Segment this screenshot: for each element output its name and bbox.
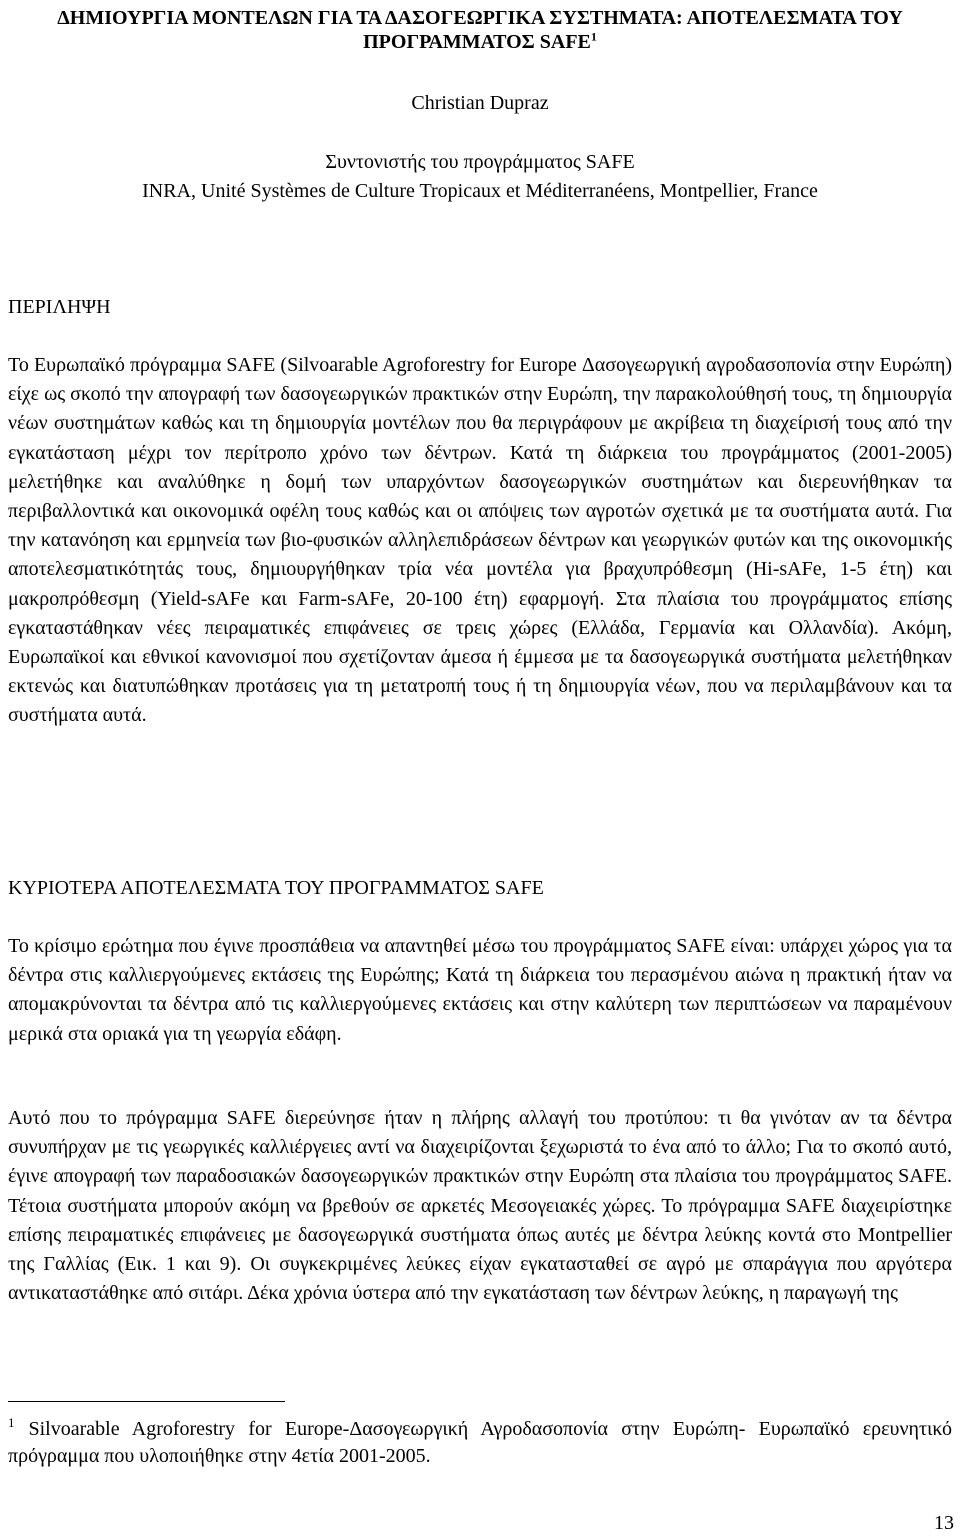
abstract-paragraph: Το Ευρωπαϊκό πρόγραμμα SAFE (Silvoarable Agroforestry for Europe Δασογεωργική αγροδασοπονία στην Ευρώπη) είχε ως σκοπό την απογραφή των δασογεωργικών πρακτικών στην Ευρώπη, την παρακολούθησή τους, τη δημιουργία νέων συστημάτων καθώς και τη δημιουργία μοντέλων που θα περιγράφουν με ακρίβεια τη διαχείρισή τους από την εγκατάσταση μέχρι τον περίτροπο χρόνο των δέντρων. Κατά τη διάρκεια του προγράμματος (2001-2005) μελετήθηκε και αναλύθηκε η δομή των υπαρχόντων δασογεωργικών συστημάτων και διερευνήθηκαν τα περιβαλλοντικά και οικονομικά οφέλη τους καθώς και οι απόψεις των αγροτών σχετικά με τα συστήματα αυτά. Για την κατανόηση και ερμηνεία των βιο-φυσικών αλληλεπιδράσεων δέντρων και γεωργικών φυτών και της οικονομικής αποτελεσματικότητάς τους, δημιουργήθηκαν τρία νέα μοντέλα για βραχυπρόθεσμη (Hi-sAFe, 1-5 έτη) και μακροπρόθεσμη (Yield-sAFe και Farm-sAFe, 20-100 έτη) εφαρμογή. Στα πλαίσια του προγράμματος επίσης εγκαταστάθηκαν νέες πειραματικές επιφάνειες σε τρεις χώρες (Ελλάδα, Γερμανία και Ολλανδία). Ακόμη, Ευρωπαϊκοί και εθνικοί κανονισμοί που σχετίζονταν άμεσα ή έμμεσα με τα δασογεωργικά συστήματα μελετήθηκαν εκτενώς και διατυπώθηκαν προτάσεις για τη μετατροπή τους ή τη δημιουργία νέων, που να περιλαμβάνουν και τα συστήματα αυτά. <box>8 354 952 727</box>
results-paragraph-1: Το κρίσιμο ερώτημα που έγινε προσπάθεια να απαντηθεί μέσω του προγράμματος SAFE είναι: υπάρχει χώρος για τα δέντρα στις καλλιεργούμενες εκτάσεις της Ευρώπης; Κατά τη διάρκεια του περασμένου αιώνα η πρακτική ήταν να απομακρύνονται τα δέντρα από τις καλλιεργούμενες εκτάσεις και στην καλύτερη των περιπτώσεων να παραμένουν μερικά στα οριακά για τη γεωργία εδάφη. <box>8 935 952 1045</box>
results-heading: ΚΥΡΙΟΤΕΡΑ ΑΠΟΤΕΛΕΣΜΑΤΑ ΤΟΥ ΠΡΟΓΡΑΜΜΑΤΟΣ SAFE <box>8 877 544 899</box>
page-number: 13 <box>934 1512 954 1534</box>
footnote-mark: 1 <box>8 1415 15 1431</box>
footnote <box>8 1416 952 1470</box>
author-name: Christian Dupraz <box>411 92 549 114</box>
document-title <box>12 6 948 54</box>
abstract-heading: ΠΕΡΙΛΗΨΗ <box>8 296 111 318</box>
title-footnote-mark: 1 <box>590 29 597 44</box>
footnote-text: Silvoarable Agroforestry for Europe-Δασογεωργική Αγροδασοπονία στην Ευρώπη- Ευρωπαϊκό ερευνητικό πρόγραμμα που υλοποιήθηκε στην 4ετία 2001-2005. <box>8 1418 952 1467</box>
results-paragraph-2: Αυτό που το πρόγραμμα SAFE διερεύνησε ήταν η πλήρης αλλαγή του προτύπου: τι θα γινόταν αν τα δέντρα συνυπήρχαν με τις γεωργικές καλλιέργειες αντί να διαχειρίζονται ξεχωριστά το ένα από το άλλο; Για το σκοπό αυτό, έγινε απογραφή των παραδοσιακών δασογεωργικών πρακτικών στην Ευρώπη στα πλαίσια του προγράμματος SAFE. Τέτοια συστήματα μπορούν ακόμη να βρεθούν σε αρκετές Μεσογειακές χώρες. Το πρόγραμμα SAFE διαχειρίστηκε επίσης πειραματικές επιφάνειες με δασογεωργικά συστήματα όπως αυτές με δέντρα λεύκης κοντά στο Montpellier της Γαλλίας (Εικ. 1 και 9). Οι συγκεκριμένες λεύκες είχαν εγκατασταθεί σε αγρό με σπαράγγια που αργότερα αντικαταστάθηκε από σιτάρι. Δέκα χρόνια ύστερα από την εγκατάσταση των δέντρων λεύκης, η παραγωγή της <box>8 1107 952 1305</box>
author-affiliation: INRA, Unité Systèmes de Culture Tropicaux et Méditerranéens, Montpellier, France <box>142 180 818 202</box>
title-text: ΔΗΜΙΟΥΡΓΙΑ ΜΟΝΤΕΛΩΝ ΓΙΑ ΤΑ ΔΑΣΟΓΕΩΡΓΙΚΑ ΣΥΣΤΗΜΑΤΑ: ΑΠΟΤΕΛΕΣΜΑΤΑ ΤΟΥ ΠΡΟΓΡΑΜΜΑΤΟΣ SAFE <box>57 7 903 53</box>
author-role: Συντονιστής του προγράμματος SAFE <box>325 151 635 173</box>
footnote-separator <box>8 1401 285 1402</box>
